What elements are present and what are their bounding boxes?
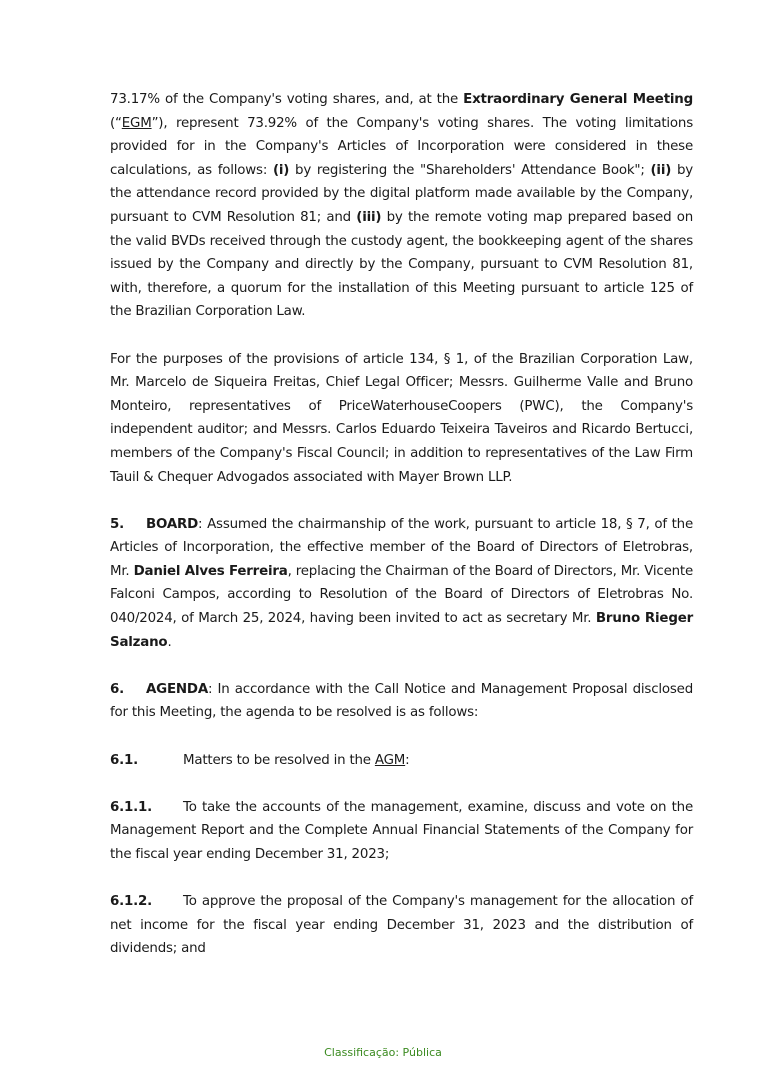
section-number: 6.1.: [110, 752, 139, 768]
spacer: [110, 489, 693, 513]
underlined-acronym-agm: AGM: [374, 752, 406, 768]
underlined-acronym-egm: EGM: [121, 115, 152, 131]
spacer: [110, 654, 693, 678]
classification-footer: Classificação: Pública: [324, 1046, 442, 1059]
section-6-1-1: [110, 796, 693, 867]
section-heading: BOARD: [146, 516, 199, 532]
bold-item-iii: (iii): [356, 209, 382, 225]
text-span: To approve the proposal of the Company's management for the allocation of net income for the fiscal year ending December 31, 2023 and the distribution of dividends; and: [110, 894, 693, 957]
text-span: To take the accounts of the management, examine, discuss and vote on the Management Report and the Complete Annual Financial Statements of the Company for the fiscal year ending December 31, 2023;: [110, 799, 693, 862]
text-span: : Assumed the chairmanship of the work, pursuant to article 18, § 7, of the Articles of Incorporation, the effective member of the Board of Directors of Eletrobras, Mr.: [110, 516, 693, 579]
section-5-board: [110, 513, 693, 655]
spacer: [110, 772, 693, 796]
text-span: :: [405, 752, 410, 768]
text-span: .: [167, 634, 172, 650]
section-6-1: [110, 749, 693, 773]
bold-term-egm: Extraordinary General Meeting: [463, 92, 693, 107]
text-span: , replacing the Chairman of the Board of Directors, Mr. Vicente Falconi Campos, according to Resolution of the Board of Directors of Eletrobras No. 040/2024, of March 25, 2024, having been invited to act as secretary Mr.: [110, 563, 694, 627]
bold-name-chair: Daniel Alves Ferreira: [133, 563, 288, 579]
bold-name-secretary: Bruno Rieger Salzano: [110, 611, 693, 650]
section-heading: AGENDA: [146, 681, 208, 697]
bold-item-i: (i): [272, 162, 290, 178]
section-number: 6.1.2.: [110, 894, 153, 910]
spacer: [110, 324, 693, 348]
section-number: 5.: [110, 516, 125, 532]
text-span: 73.17% of the Company's voting shares, and, at the: [110, 92, 464, 107]
spacer: [110, 725, 693, 749]
text-span: by registering the "Shareholders' Attendance Book";: [289, 162, 651, 178]
text-span: Matters to be resolved in the: [183, 752, 375, 768]
text-span: (“: [110, 115, 122, 131]
paragraph-quorum: [110, 88, 693, 324]
section-number: 6.: [110, 681, 125, 697]
text-span: ”), represent 73.92% of the Company's voting shares. The voting limitations provided for in the Company's Articles of Incorporation were considered in these calculations, as follows:: [110, 115, 693, 178]
text-span: by the remote voting map prepared based on the valid BVDs received through the custody agent, the bookkeeping agent of the shares issued by the Company and directly by the Company, pursuant to CVM Resolution 81, with, therefore, a quorum for the installation of this Meeting pursuant to article 125 of the Brazilian Corporation Law.: [110, 209, 694, 320]
spacer: [110, 867, 693, 891]
text-span: by the attendance record provided by the digital platform made available by the Company, pursuant to CVM Resolution 81; and: [110, 162, 693, 225]
paragraph-attendees: For the purposes of the provisions of article 134, § 1, of the Brazilian Corporation Law, Mr. Marcelo de Siqueira Freitas, Chief Legal Officer; Messrs. Guilherme Valle and Bruno Monteiro, representatives of PriceWaterhouseCoopers (PWC), the Company's independent auditor; and Messrs. Carlos Eduardo Teixeira Taveiros and Ricardo Bertucci, members of the Company's Fiscal Council; in addition to representatives of the Law Firm Tauil & Chequer Advogados associated with Mayer Brown LLP.: [110, 351, 693, 485]
text-span: : In accordance with the Call Notice and Management Proposal disclosed for this Meeting, the agenda to be resolved is as follows:: [110, 681, 693, 721]
section-6-agenda: [110, 678, 693, 725]
document-body: [110, 88, 693, 961]
section-number: 6.1.1.: [110, 799, 153, 815]
bold-item-ii: (ii): [650, 162, 672, 178]
section-6-1-2: [110, 890, 693, 961]
